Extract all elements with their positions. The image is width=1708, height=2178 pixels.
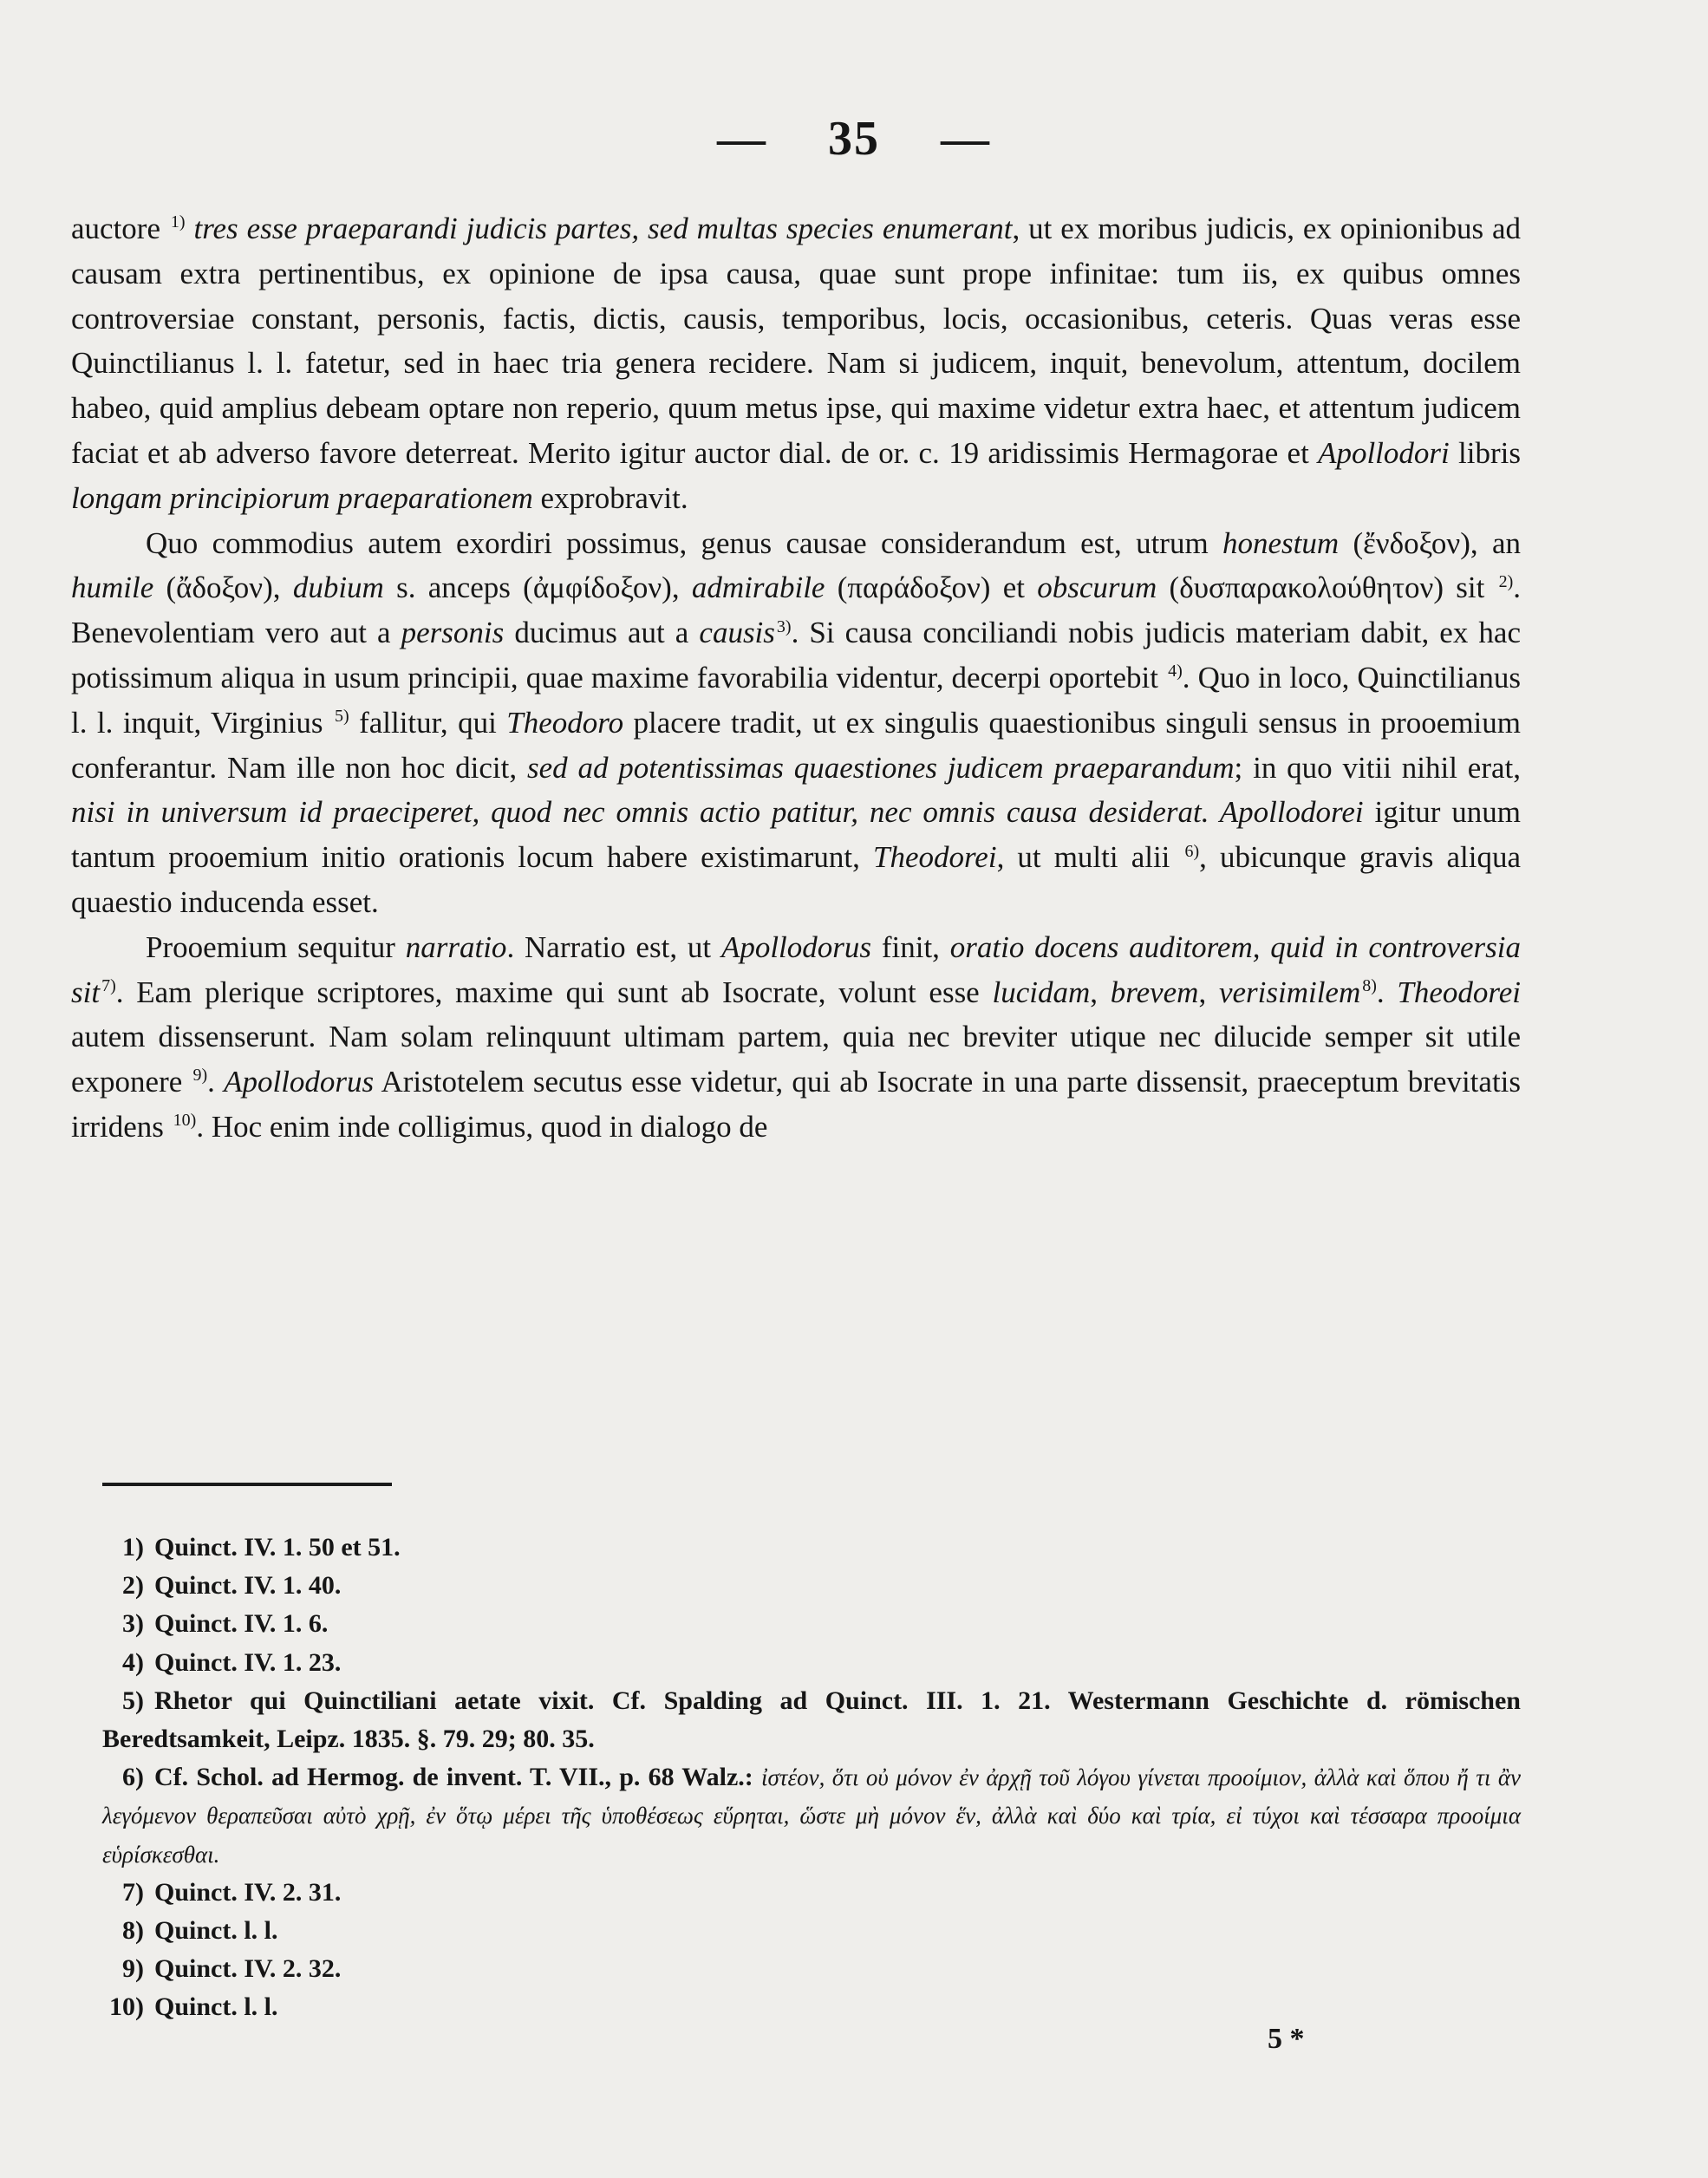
- footnote-marker: 2): [1498, 571, 1514, 591]
- text-run: ; in quo vitii nihil erat,: [1234, 750, 1521, 785]
- paragraph: [71, 206, 1521, 521]
- footnote-number: 2): [122, 1571, 144, 1601]
- text-run: (δυσπαρακολούθητον) sit: [1157, 571, 1497, 605]
- italic-text: honestum: [1222, 525, 1340, 560]
- footnote-marker: 6): [1184, 841, 1200, 861]
- text-run: , ut ex moribus judicis, ex opinionibus ad causam extra pertinentibus, ex opinione de ipsa causa, quae sunt prope infinitae: tum iis, ex quibus omnes controversiae constant, personis, factis, dictis, causis, temporibus, locis, occasionibus, ceteris. Quas veras esse Quinctilianus l. l. fatetur, sed in haec tria genera recidere. Nam si judicem, inquit, benevolum, attentum, docilem habeo, quid amplius debeam optare non reperio, quum metus ipse, qui maxime videtur extra haec, et attentum judicem faciat et ab adverso favore deterreat. Merito igitur auctor dial. de or. c. 19 aridissimis Hermagorae et: [71, 212, 1522, 470]
- italic-text: oratio docens auditorem, quid in controversia sit: [71, 929, 1522, 1009]
- text-run: libris: [1449, 435, 1521, 470]
- page-header: [0, 111, 1708, 166]
- italic-text: causis: [699, 616, 775, 650]
- text-run: , ut multi alii: [996, 840, 1183, 875]
- italic-text: tres esse praeparandi judicis partes, sed multas species enumerant: [193, 212, 1013, 245]
- text-run: Quo commodius autem exordiri possimus, genus causae considerandum est, utrum: [146, 525, 1222, 560]
- footnote-text: Rhetor qui Quinctiliani aetate vixit. Cf. Spalding ad Quinct. III. 1. 21. Westermann Geschichte d. römischen Beredtsamkeit, Leipz. 1835. §. 79. 29; 80. 35.: [102, 1686, 1521, 1754]
- text-run: placere tradit, ut ex singulis quaestionibus singuli sensus in prooemium conferantur. Nam ille non hoc dicit,: [71, 705, 1521, 785]
- footnote: [102, 1758, 1521, 1874]
- text-run: [186, 212, 194, 245]
- footnote: [102, 1567, 1521, 1605]
- text-run: fallitur, qui: [349, 705, 507, 740]
- text-run: . Hoc enim inde colligimus, quod in dialogo de: [196, 1109, 768, 1144]
- footnote-text: Cf. Schol. ad Hermog. de invent. T. VII., p. 68 Walz.:: [154, 1763, 753, 1792]
- italic-text: verisimilem: [1218, 975, 1361, 1009]
- footnote: [102, 1912, 1521, 1950]
- text-run: .: [207, 1065, 225, 1099]
- footnote-divider: [102, 1483, 392, 1486]
- footnote-text: Quinct. IV. 1. 6.: [154, 1609, 329, 1639]
- text-run: .: [1376, 975, 1398, 1009]
- text-run: . Quo in loco, Quinctilianus l. l. inquit, Virginius: [71, 660, 1521, 740]
- italic-text: brevem: [1110, 975, 1199, 1009]
- footnote-text: Quinct. l. l.: [154, 1916, 278, 1946]
- text-run: ,: [1198, 975, 1219, 1009]
- italic-text: nisi in universum id praeciperet, quod nec omnis actio patitur, nec omnis causa desiderat. Apollodorei: [71, 795, 1364, 830]
- footnote-text: Quinct. IV. 1. 40.: [154, 1571, 342, 1601]
- page-number: 35: [828, 112, 880, 166]
- text-run: igitur unum tantum prooemium initio orationis locum habere existimarunt,: [71, 795, 1521, 875]
- italic-text: narratio: [405, 929, 507, 964]
- italic-text: Apollodorus: [720, 929, 872, 964]
- footnote-number: 1): [122, 1533, 144, 1562]
- text-run: . Eam plerique scriptores, maxime qui sunt ab Isocrate, volunt esse: [115, 975, 993, 1009]
- footnote: [102, 1874, 1521, 1912]
- footnote-marker: 9): [192, 1066, 208, 1086]
- footnote-marker: 4): [1168, 662, 1183, 681]
- header-dash-left: —: [717, 112, 767, 166]
- text-run: Aristotelem secutus esse videtur, qui ab Isocrate in una parte dissensit, praeceptum brevitatis irridens: [71, 1065, 1522, 1144]
- footnote-text: Quinct. IV. 2. 32.: [154, 1954, 342, 1984]
- footnote: [102, 1988, 1521, 2026]
- footnote-number: 9): [122, 1954, 144, 1984]
- text-run: auctore: [71, 212, 169, 245]
- footnote-marker: 8): [1362, 975, 1377, 995]
- italic-text: longam principiorum praeparationem: [71, 480, 533, 515]
- italic-text: Theodoro: [506, 705, 624, 740]
- text-run: . Narratio est, ut: [506, 929, 721, 964]
- text-run: autem dissenserunt. Nam solam relinquunt ultimam partem, quia nec breviter utique nec dilucide semper sit utile exponere: [71, 1020, 1521, 1099]
- footnote-marker: 3): [776, 616, 792, 636]
- italic-text: Apollodorus: [224, 1065, 375, 1099]
- footnote: [102, 1950, 1521, 1988]
- text-run: . Si causa conciliandi nobis judicis materiam dabit, ex hac potissimum aliqua in usum principii, quae maxime favorabilia videntur, decerpi oportebit: [71, 616, 1521, 694]
- footnote-marker: 10): [173, 1111, 197, 1131]
- footnote-number: 3): [122, 1609, 144, 1639]
- italic-text: Theodorei: [872, 840, 997, 875]
- text-run: finit,: [871, 929, 950, 964]
- header-dash-right: —: [941, 112, 991, 166]
- text-run: (ἄδοξον),: [153, 571, 293, 605]
- italic-text: sed ad potentissimas quaestiones judicem praeparandum: [526, 750, 1235, 785]
- footnote-number: 8): [122, 1916, 144, 1946]
- text-run: ,: [1090, 975, 1111, 1009]
- text-run: exprobravit.: [532, 480, 688, 515]
- footnote: [102, 1529, 1521, 1567]
- footnote-text: Quinct. IV. 1. 50 et 51.: [154, 1533, 401, 1562]
- italic-text: dubium: [292, 571, 384, 605]
- italic-text: Apollodori: [1318, 435, 1450, 470]
- italic-text: personis: [401, 616, 505, 650]
- paragraph: [71, 521, 1521, 925]
- italic-text: Theodorei: [1397, 975, 1522, 1009]
- main-text: [71, 206, 1521, 1150]
- text-run: s. anceps (ἀμφίδοξον),: [383, 571, 692, 605]
- text-run: (παράδοξον) et: [825, 571, 1038, 605]
- italic-text: admirabile: [691, 571, 825, 605]
- italic-text: lucidam: [992, 975, 1091, 1009]
- text-run: (ἔνδοξον), an: [1339, 525, 1521, 560]
- footnote-number: 6): [122, 1763, 144, 1792]
- text-run: . Benevolentiam vero aut a: [71, 571, 1521, 650]
- footnote-number: 4): [122, 1647, 144, 1677]
- text-run: ducimus aut a: [504, 616, 700, 650]
- signature-mark: 5 *: [1268, 2023, 1305, 2055]
- footnote-number: 7): [122, 1877, 144, 1907]
- paragraph: [71, 925, 1521, 1150]
- footnote-greek-quote: ἰστέον, ὅτι οὐ μόνον ἐν ἀρχῇ τοῦ λόγου γίνεται προοίμιον, ἀλλὰ καὶ ὅπου ἤ τι ἂν λεγόμενον θεραπεῦσαι αὐτὸ χρῇ, ἐν ὅτῳ μέρει τῆς ὑποθέσεως εὕρηται, ὥστε μὴ μόνον ἕν, ἀλλὰ καὶ δύο καὶ τρία, εἰ τύχοι καὶ τέσσαρα προοίμια εὑρίσκεσθαι.: [102, 1764, 1521, 1868]
- footnote-text: Quinct. IV. 1. 23.: [154, 1647, 342, 1677]
- footnote-text: Quinct. IV. 2. 31.: [154, 1877, 342, 1907]
- footnote: [102, 1644, 1521, 1682]
- footnote-marker: 7): [101, 975, 116, 995]
- footnote-marker: 1): [170, 212, 186, 232]
- footnote-text: Quinct. l. l.: [154, 1992, 278, 2022]
- footnote-marker: 5): [334, 707, 349, 727]
- text-run: Prooemium sequitur: [146, 929, 406, 964]
- footnote: [102, 1605, 1521, 1643]
- italic-text: humile: [71, 571, 154, 605]
- text-run: , ubicunque gravis aliqua quaestio inducenda esset.: [71, 840, 1521, 919]
- footnote-number: 10): [109, 1992, 144, 2022]
- footnotes: [102, 1529, 1521, 2027]
- footnote-number: 5): [122, 1686, 144, 1715]
- footnote: [102, 1682, 1521, 1758]
- italic-text: obscurum: [1037, 571, 1157, 605]
